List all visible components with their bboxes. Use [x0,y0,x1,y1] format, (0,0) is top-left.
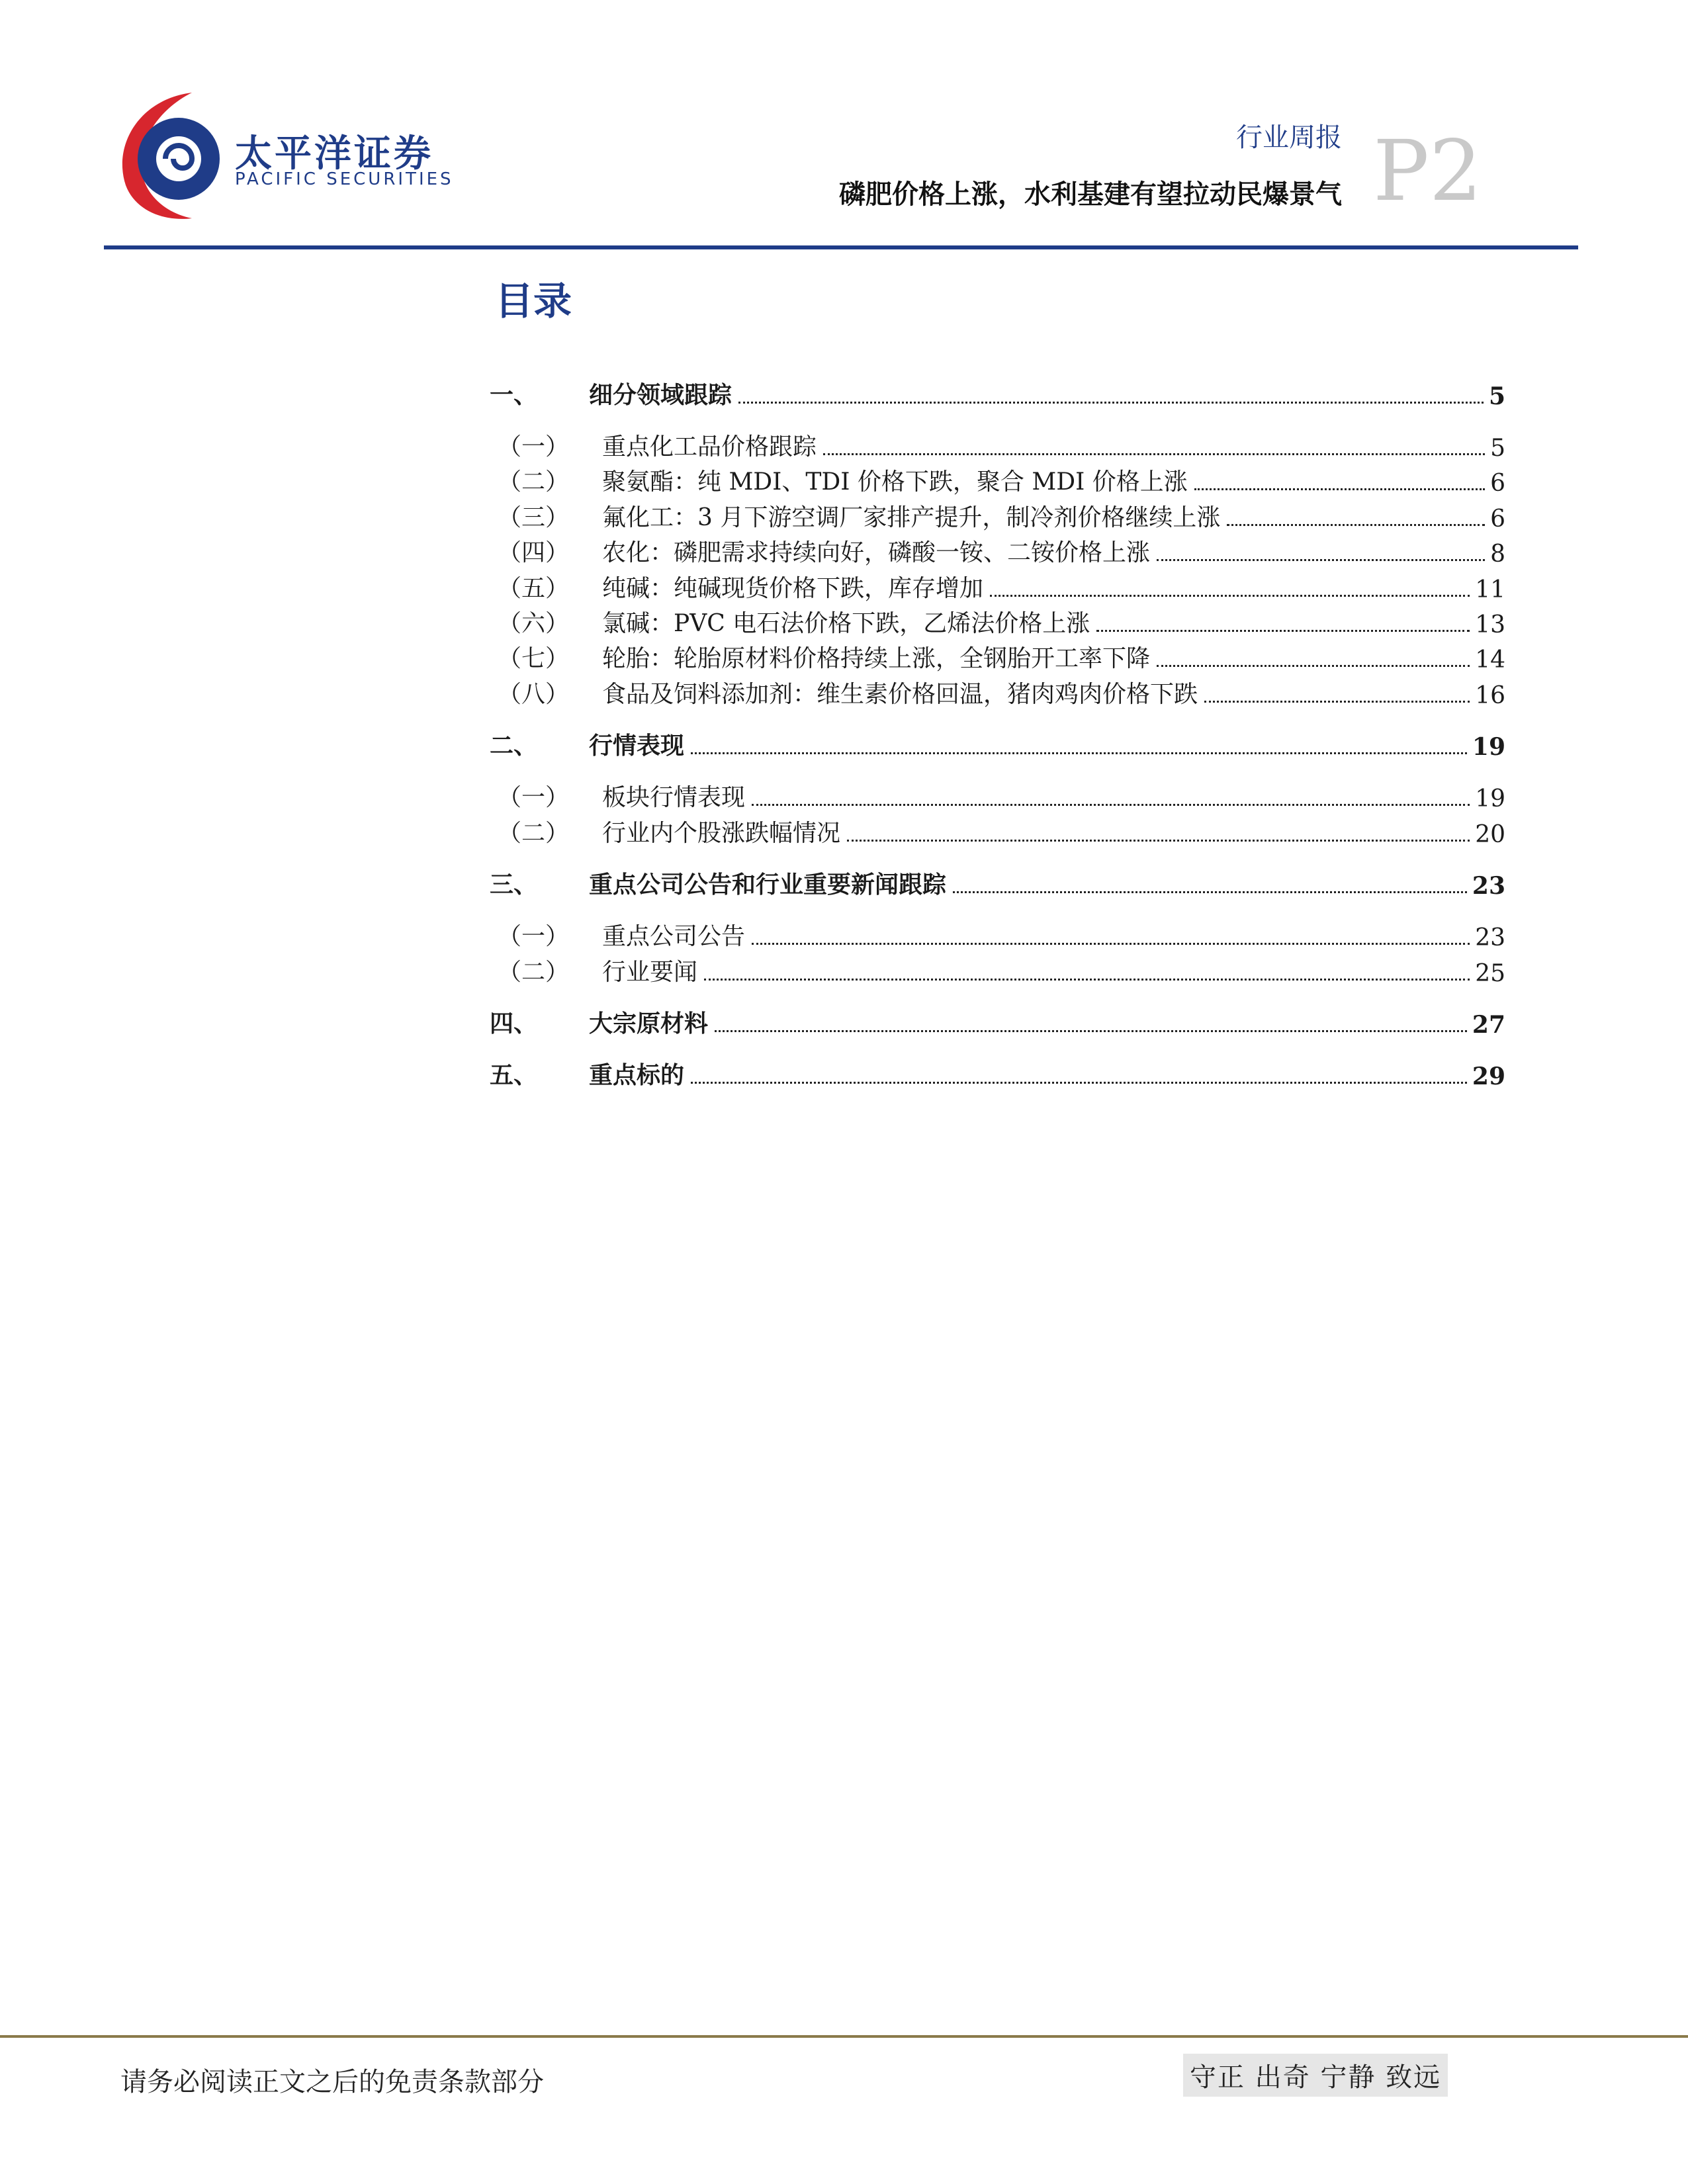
toc-entry-page: 29 [1472,1063,1505,1090]
report-title: 磷肥价格上涨，水利基建有望拉动民爆景气 [839,179,1342,210]
toc-entry[interactable] [490,1051,1505,1090]
toc-entry-page: 5 [1488,382,1505,410]
page-number: P2 [1373,122,1482,220]
toc-title: 目录 [495,279,572,324]
toc-entry[interactable] [490,371,1505,410]
toc-entry-label: 板块行情表现 [602,784,746,811]
toc-entry-page: 27 [1472,1011,1505,1039]
toc-entry-page: 16 [1475,682,1505,709]
toc-entry-label: 纯碱：纯碱现货价格下跌，库存增加 [602,575,984,602]
logo-english-name: PACIFIC SECURITIES [235,169,454,189]
toc-entry-number: （一） [498,923,570,950]
toc-entry-page: 11 [1475,576,1505,603]
toc-entry-number: （二） [498,959,570,986]
toc-entry-page: 6 [1490,505,1505,533]
toc-dot-leader [691,1081,1467,1084]
toc-entry-label: 行业要闻 [602,959,698,986]
toc-dot-leader [1194,488,1485,490]
toc-entry-label: 重点公司公告 [602,923,746,950]
toc-entry-page: 13 [1475,611,1505,638]
toc-entry-label: 农化：磷肥需求持续向好，磷酸一铵、二铵价格上涨 [602,539,1151,566]
toc-entry-number: （二） [498,468,570,496]
toc-dot-leader [738,401,1484,404]
toc-entry-page: 23 [1475,924,1505,951]
toc-entry-label: 轮胎：轮胎原材料价格持续上涨，全钢胎开工率下降 [602,645,1151,672]
toc-entry[interactable] [490,634,1505,674]
toc-entry-label: 行情表现 [589,732,685,760]
toc-entry[interactable] [490,999,1505,1039]
toc-entry[interactable] [490,564,1505,603]
toc-dot-leader [1157,558,1485,561]
pacific-logo-icon [112,86,232,225]
toc-dot-leader [1096,629,1470,632]
toc-entry[interactable] [490,912,1505,951]
toc-entry-page: 20 [1475,821,1505,848]
toc-entry[interactable] [490,860,1505,900]
toc-entry-number: （一） [498,784,570,811]
toc-entry-label: 氟化工：3 月下游空调厂家排产提升，制冷剂价格继续上涨 [602,504,1221,531]
toc-entry[interactable] [490,670,1505,709]
toc-entry-number: （二） [498,820,570,847]
toc-entry[interactable] [490,493,1505,533]
toc-entry[interactable] [490,773,1505,812]
toc-entry[interactable] [490,599,1505,638]
toc-entry[interactable] [490,947,1505,987]
toc-entry-number: （六） [498,610,570,637]
toc-entry-page: 14 [1475,646,1505,674]
toc-entry-page: 23 [1472,872,1505,900]
toc-dot-leader [847,839,1470,842]
toc-entry-number: 三、 [490,871,538,898]
toc-dot-leader [691,752,1467,754]
toc-entry[interactable] [490,721,1505,761]
toc-entry-label: 细分领域跟踪 [589,381,733,409]
toc-entry[interactable] [490,457,1505,497]
toc-entry-label: 重点标的 [589,1061,685,1089]
footer-divider [0,2035,1688,2038]
toc-entry[interactable] [490,422,1505,462]
toc-entry[interactable] [490,528,1505,568]
toc-entry-label: 大宗原材料 [589,1010,709,1037]
toc-entry-page: 19 [1472,733,1505,761]
toc-entry-page: 8 [1490,541,1505,568]
toc-entry-number: （八） [498,681,570,708]
toc-entry-number: 五、 [490,1061,538,1089]
toc-entry-number: 四、 [490,1010,538,1037]
toc-entry-label: 氯碱：PVC 电石法价格下跌，乙烯法价格上涨 [602,610,1090,637]
toc-entry[interactable] [490,808,1505,848]
company-logo [112,86,454,225]
report-type: 行业周报 [1236,122,1342,153]
toc-dot-leader [715,1029,1467,1032]
toc-entry-number: （七） [498,645,570,672]
toc-dot-leader [953,891,1467,893]
toc-dot-leader [1227,523,1485,526]
toc-entry-number: （五） [498,575,570,602]
toc-dot-leader [1157,664,1470,667]
toc-entry-page: 19 [1475,785,1505,812]
toc-entry-label: 食品及饲料添加剂：维生素价格回温，猪肉鸡肉价格下跌 [602,681,1198,708]
toc-entry-number: （四） [498,539,570,566]
toc-dot-leader [823,453,1485,455]
toc-entry-page: 6 [1490,470,1505,497]
toc-entry-label: 行业内个股涨跌幅情况 [602,820,841,847]
toc-entry-label: 重点公司公告和行业重要新闻跟踪 [589,871,947,898]
toc-dot-leader [752,803,1470,806]
toc-entry-label: 重点化工品价格跟踪 [602,433,817,460]
logo-chinese-name: 太平洋证券 [235,132,433,175]
toc-dot-leader [752,942,1470,945]
toc-entry-number: （一） [498,433,570,460]
toc-entry-page: 25 [1475,960,1505,987]
toc-dot-leader [1204,700,1470,703]
toc-dot-leader [704,978,1470,981]
toc-entry-page: 5 [1490,435,1505,462]
table-of-contents [490,0,1505,1125]
toc-entry-number: 二、 [490,732,538,760]
toc-dot-leader [990,594,1470,597]
toc-entry-label: 聚氨酯：纯 MDI、TDI 价格下跌，聚合 MDI 价格上涨 [602,468,1188,496]
toc-entry-number: （三） [498,504,570,531]
footer-motto: 守正 出奇 宁静 致远 [1183,2054,1448,2097]
footer-disclaimer: 请务必阅读正文之后的免责条款部分 [120,2067,544,2097]
toc-entry-number: 一、 [490,381,538,409]
